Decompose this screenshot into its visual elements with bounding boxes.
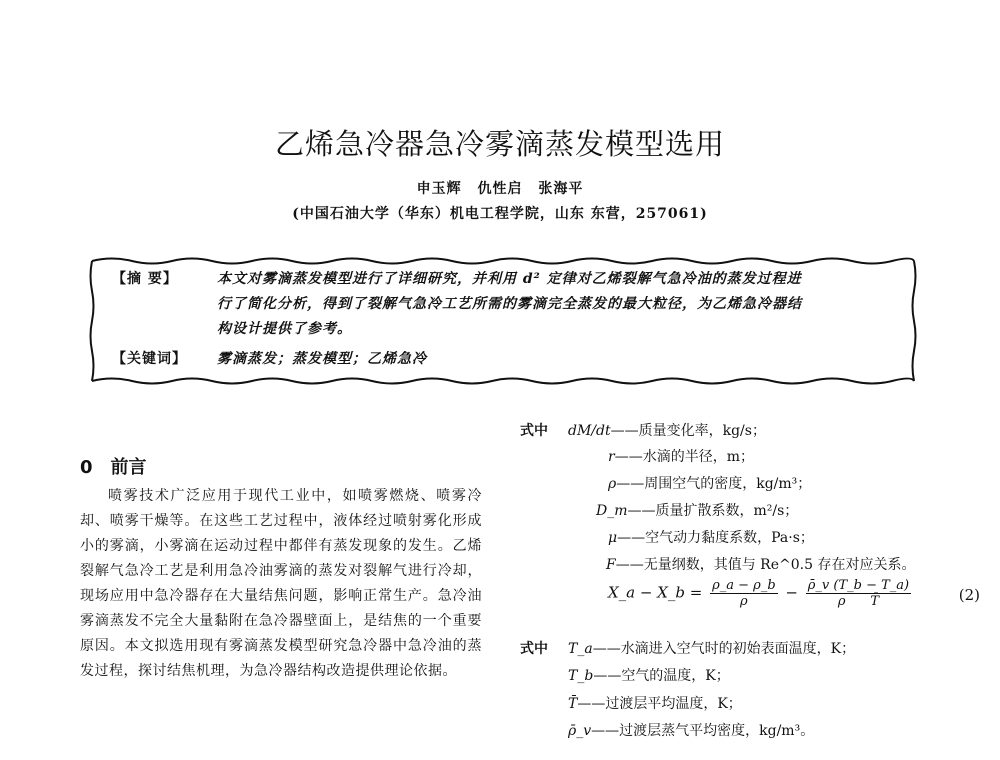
introduction-column — [80, 484, 482, 684]
keywords-label: 【关键词】 — [112, 351, 187, 367]
abstract-label: 【摘 要】 — [112, 271, 178, 287]
abstract-line: 行了简化分析，得到了裂解气急冷工艺所需的雾滴完全蒸发的最大粒径，为乙烯急冷器结 — [217, 296, 802, 312]
abstract-line: 本文对雾滴蒸发模型进行了详细研究，并利用 d² 定律对乙烯裂解气急冷油的蒸发过程进 — [217, 271, 802, 287]
definition-item: T̄——过渡层平均温度，K； — [568, 696, 742, 712]
definition-item: D_m——质量扩散系数，m²/s； — [596, 503, 799, 519]
fraction: $\frac{\rho\_a - \rho\_b}{\rho}$ — [712, 578, 776, 609]
author-list: 申玉辉 仇性启 张海平 — [416, 181, 584, 197]
definition-item: ρ——周围空气的密度，kg/m³； — [608, 476, 812, 492]
definition-item: ρ̄_v——过渡层蒸气平均密度，kg/m³。 — [568, 723, 815, 739]
introduction-paragraph: 喷雾技术广泛应用于现代工业中，如喷雾燃烧、喷雾冷却、喷雾干燥等。在这些工艺过程中，液体经过喷射雾化形成小的雾滴，小雾滴在运动过程中都伴有蒸发现象的发生。乙烯裂解气急冷工艺是利用急冷油雾滴的蒸发对裂解气进行冷却，现场应用中急冷器存在大量结焦问题，影响正常生产。急冷油雾滴蒸发不完全大量黏附在急冷器壁面上，是结焦的一个重要原因。本文拟选用现有雾滴蒸发模型研究急冷器中急冷油的蒸发过程，探讨结焦机理，为急冷器结构改造提供理论依据。 — [80, 488, 482, 679]
where-label: 式中 — [520, 641, 548, 657]
definition-item: T_a——水滴进入空气时的初始表面温度，K； — [568, 641, 856, 657]
definition-item: F——无量纲数，其值与 Re^0.5 存在对应关系。 — [606, 557, 916, 573]
definition-item: dM/dt——质量变化率，kg/s； — [568, 423, 766, 439]
section-title: 前言 — [110, 457, 147, 478]
section-heading — [80, 453, 147, 479]
keywords-text: 雾滴蒸发；蒸发模型；乙烯急冷 — [217, 351, 427, 367]
section-number: 0 — [80, 457, 93, 478]
abstract-line: 构设计提供了参考。 — [217, 321, 352, 337]
paper-title: 乙烯急冷器急冷雾滴蒸发模型选用 — [274, 127, 725, 161]
equation-2: X_a − X_b = $\frac{\rho\_a - \rho\_b}{\rho}$ − $\frac{\rhō\_v (T\_b - T\_a)}{\text{ρ T̄}}$ (2) — [608, 578, 980, 609]
where-label: 式中 — [520, 423, 548, 439]
definition-item: μ——空气动力黏度系数，Pa·s； — [608, 530, 814, 546]
fraction: $\frac{\rhō\_v (T\_b - T\_a)}{\text{ρ T̄}}$ — [807, 578, 910, 609]
affiliation: (中国石油大学（华东）机电工程学院，山东 东营，257061) — [292, 206, 708, 222]
equation-number: (2) — [958, 586, 980, 604]
definition-item: T_b——空气的温度，K； — [568, 668, 730, 684]
abstract-box — [88, 255, 918, 387]
definition-item: r——水滴的半径，m； — [608, 449, 754, 465]
